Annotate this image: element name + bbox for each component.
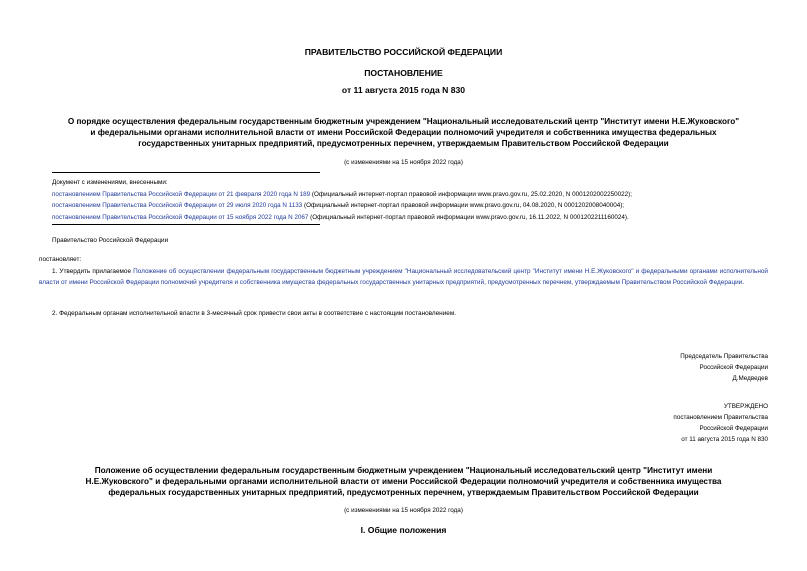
change-link[interactable]: постановлением Правительства Российской Федерации от 29 июля 2020 года N 1133	[52, 202, 303, 209]
signature-block	[680, 351, 768, 384]
regulation-title-line: Н.Е.Жуковского" и федеральными органами исполнительной власти от имени Российской Федерации полномочий учредителя и собственника имущества	[85, 477, 722, 486]
signature-position: Председатель Правительства	[680, 353, 768, 360]
document-title	[0, 116, 807, 149]
change-details: (Официальный интернет-портал правовой информации www.pravo.gov.ru, 25.02.2020, N 0001202002250022);	[310, 190, 632, 198]
title-line: О порядке осуществления федеральным государственным бюджетным учреждением "Национальный исследовательский центр "Институт имени Н.Е.Жуковского"	[67, 117, 740, 126]
change-details: (Официальный интернет-портал правовой информации www.pravo.gov.ru, 16.11.2022, N 0001202211160024).	[308, 213, 629, 221]
changes-intro: Документ с изменениями, внесенными:	[52, 179, 168, 186]
regulation-title-line: Положение об осуществлении федеральным государственным бюджетным учреждением "Национальный исследовательский центр "Институт имени	[94, 466, 713, 475]
change-link[interactable]: постановлением Правительства Российской Федерации от 21 февраля 2020 года N 189	[52, 190, 311, 198]
signature-country: Российской Федерации	[699, 364, 768, 371]
signature-name: Д.Медведев	[732, 375, 768, 382]
approved-date: от 11 августа 2015 года N 830	[681, 436, 768, 443]
changes-block	[52, 177, 772, 223]
issuer: Правительство Российской Федерации	[52, 237, 169, 244]
paragraph-2: 2. Федеральным органам исполнительной власти в 3-месячный срок привести свои акты в соответствие с настоящим постановлением.	[52, 310, 457, 317]
document-type: ПОСТАНОВЛЕНИЕ	[364, 68, 443, 78]
edition-note: (с изменениями на 15 ноября 2022 года)	[344, 159, 463, 166]
regulation-title-line: федеральных государственных унитарных предприятий, предусмотренных перечнем, утверждаемым Правительством Российской Федерации	[108, 488, 699, 497]
document-date-number: от 11 августа 2015 года N 830	[341, 85, 466, 95]
change-item	[52, 200, 772, 212]
government-name: ПРАВИТЕЛЬСТВО РОССИЙСКОЙ ФЕДЕРАЦИИ	[304, 47, 503, 57]
paragraph-1-suffix: .	[742, 278, 745, 286]
regulation-title	[0, 465, 807, 498]
decides: постановляет:	[39, 256, 82, 263]
paragraph-1	[39, 267, 768, 288]
approved-country: Российской Федерации	[699, 425, 768, 432]
change-item	[52, 212, 772, 224]
change-link[interactable]: постановлением Правительства Российской Федерации от 15 ноября 2022 года N 2067	[52, 213, 309, 221]
approved-label: УТВЕРЖДЕНО	[723, 403, 768, 410]
change-details: (Официальный интернет-портал правовой информации www.pravo.gov.ru, 04.08.2020, N 0001202008040004);	[302, 202, 625, 209]
regulation-link[interactable]: Положение об осуществлении федеральным государственным бюджетным учреждением "Национальный исследовательский центр "Институт имени Н.Е.Жуковского" и федеральными органами исполнительной власти от имени Российской Федерации полномочий учредителя и собственника имущества федеральных государственных унитарных предприятий, предусмотренных перечнем, утверждаемым Правительством Российской Федерации	[39, 268, 769, 286]
regulation-edition-note: (с изменениями на 15 ноября 2022 года)	[344, 507, 463, 514]
approved-block	[673, 401, 768, 445]
divider-bottom	[52, 224, 320, 225]
section-heading: I. Общие положения	[360, 525, 447, 535]
divider-top	[52, 172, 320, 173]
change-item	[52, 189, 772, 201]
title-line: государственных унитарных предприятий, предусмотренных перечнем, утверждаемым Правительством Российской Федерации	[138, 139, 669, 148]
approved-by: постановлением Правительства	[673, 414, 768, 421]
title-line: и федеральными органами исполнительной власти от имени Российской Федерации полномочий учредителя и собственника имущества федеральных	[90, 128, 717, 137]
paragraph-1-prefix: 1. Утвердить прилагаемое	[52, 268, 134, 275]
